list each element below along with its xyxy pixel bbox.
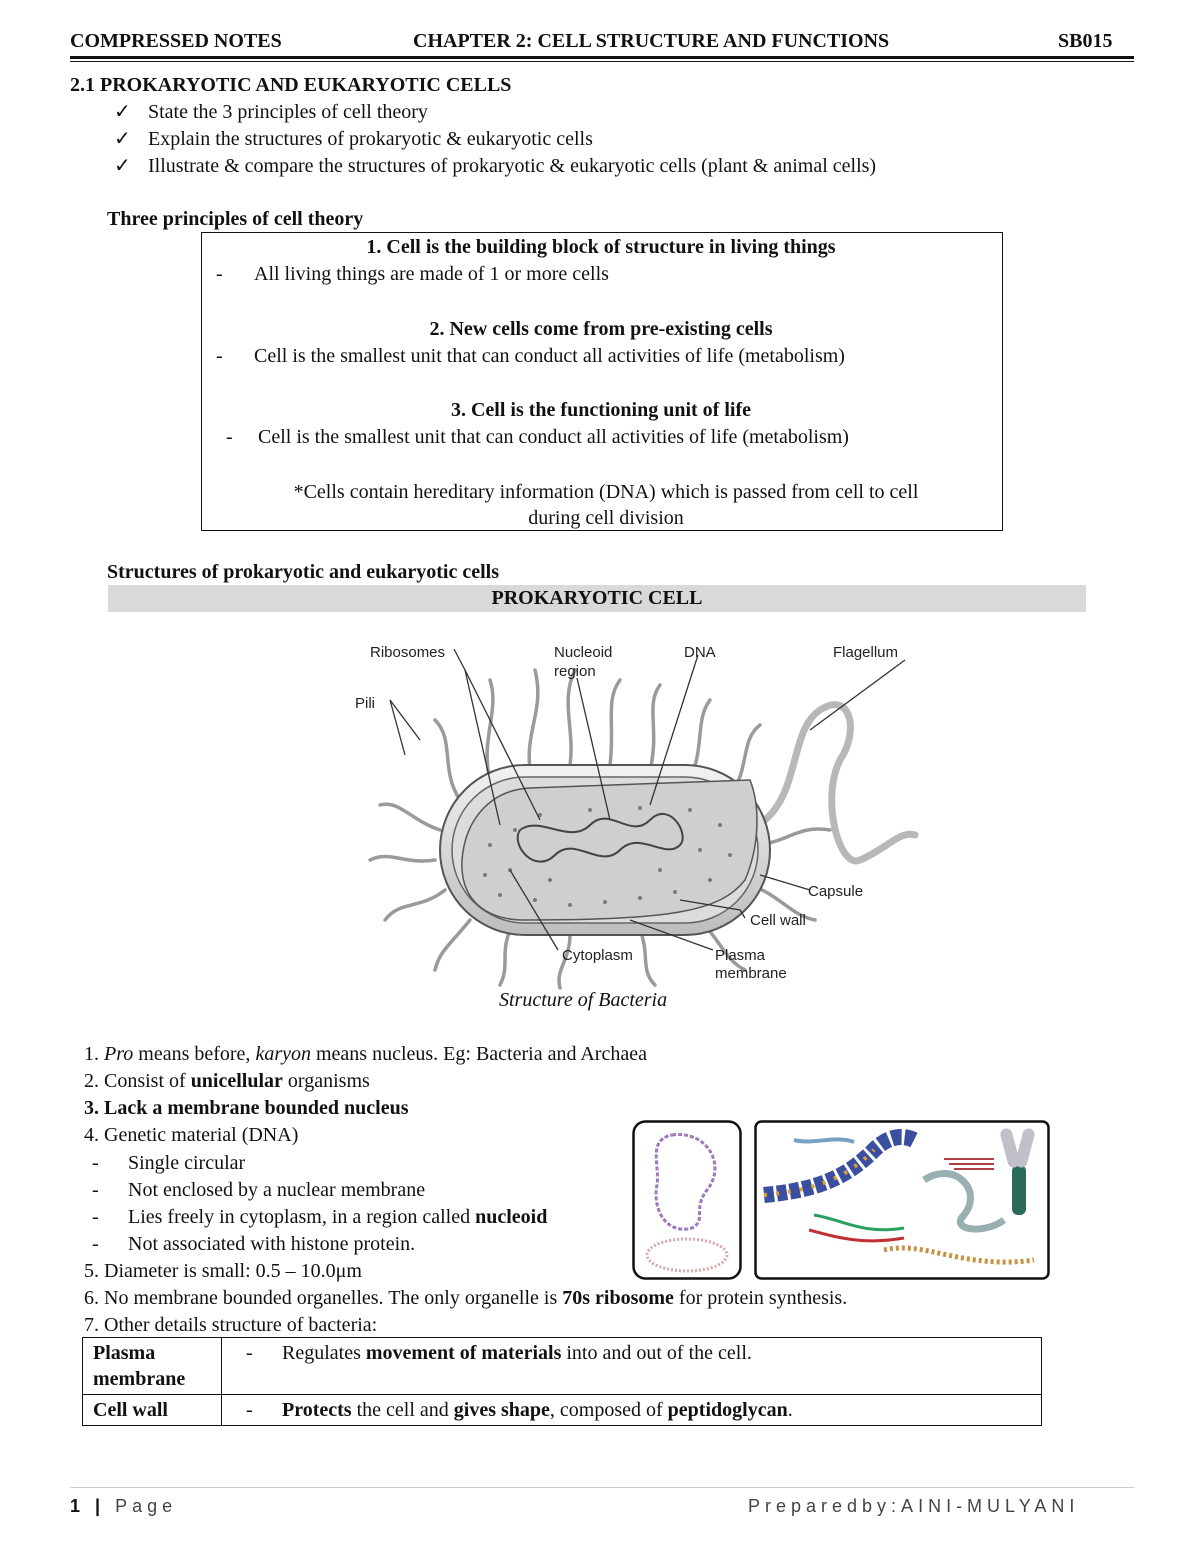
cell-theory-note-1: *Cells contain hereditary information (DNA) which is passed from cell to cell bbox=[293, 481, 919, 503]
label-cell-wall: Cell wall bbox=[750, 912, 806, 929]
footer-prepared-by: Preparedby:AINI-MULYANI bbox=[748, 1496, 1080, 1516]
point-2: 2. Consist of unicellular organisms bbox=[84, 1070, 370, 1092]
footer-rule bbox=[70, 1487, 1134, 1488]
principle-3-detail: Cell is the smallest unit that can conduct all activities of life (metabolism) bbox=[258, 426, 849, 448]
point-7: 7. Other details structure of bacteria: bbox=[84, 1314, 378, 1336]
point-4-sub-1: Single circular bbox=[128, 1152, 246, 1174]
principle-1-detail: All living things are made of 1 or more cells bbox=[254, 263, 609, 285]
check-icon: ✓ bbox=[114, 153, 131, 177]
dash-bullet: - bbox=[92, 1179, 99, 1201]
dna-chromosome-image bbox=[754, 1120, 1050, 1280]
point-4-sub-2: Not enclosed by a nuclear membrane bbox=[128, 1179, 426, 1201]
point-3: 3. Lack a membrane bounded nucleus bbox=[84, 1097, 409, 1119]
dash-bullet: - bbox=[216, 345, 223, 367]
header-rule-thin bbox=[70, 61, 1134, 62]
section-title: 2.1 PROKARYOTIC AND EUKARYOTIC CELLS bbox=[70, 74, 512, 96]
structures-heading: Structures of prokaryotic and eukaryotic cells bbox=[107, 561, 500, 583]
label-ribosomes: Ribosomes bbox=[370, 644, 446, 661]
cell-theory-note-2: during cell division bbox=[528, 507, 684, 529]
diagram-caption: Structure of Bacteria bbox=[499, 989, 668, 1011]
point-4-sub-4: Not associated with histone protein. bbox=[128, 1233, 416, 1255]
point-4-sub-3: Lies freely in cytoplasm, in a region called nucleoid bbox=[128, 1206, 548, 1228]
label-nucleoid: Nucleoid bbox=[554, 644, 613, 661]
cell-theory-heading: Three principles of cell theory bbox=[107, 208, 364, 230]
label-plasma: Plasma bbox=[715, 947, 766, 964]
table-cell-structure: Cell wall bbox=[83, 1395, 222, 1426]
table-row bbox=[83, 1395, 1042, 1426]
label-pili: Pili bbox=[355, 695, 376, 712]
principle-1-title: 1. Cell is the building block of structure in living things bbox=[366, 236, 836, 258]
dash-bullet: - bbox=[92, 1152, 99, 1174]
dash-bullet: - bbox=[92, 1233, 99, 1255]
header-left: COMPRESSED NOTES bbox=[70, 30, 282, 52]
dash-bullet: - bbox=[92, 1206, 99, 1228]
principle-2-title: 2. New cells come from pre-existing cells bbox=[429, 318, 773, 340]
bacteria-cell-body bbox=[440, 765, 770, 935]
label-flagellum: Flagellum bbox=[833, 644, 899, 661]
table-cell-structure: Plasma membrane bbox=[83, 1338, 222, 1395]
table-cell-function: - Regulates movement of materials into and out of the cell. bbox=[222, 1338, 1042, 1395]
label-nucleoid-region: region bbox=[554, 663, 596, 680]
check-icon: ✓ bbox=[114, 126, 131, 150]
objective-3: Illustrate & compare the structures of prokaryotic & eukaryotic cells (plant & animal cells) bbox=[148, 155, 877, 177]
header-code: SB015 bbox=[1058, 30, 1113, 52]
label-dna: DNA bbox=[684, 644, 716, 661]
objective-2: Explain the structures of prokaryotic & eukaryotic cells bbox=[148, 128, 593, 150]
dash-bullet: - bbox=[226, 426, 233, 448]
footer-page: 1 | Page bbox=[70, 1496, 178, 1516]
bacteria-diagram bbox=[340, 630, 920, 990]
point-5: 5. Diameter is small: 0.5 – 10.0μm bbox=[84, 1260, 362, 1282]
label-plasma-membrane: membrane bbox=[715, 965, 787, 982]
principle-3-title: 3. Cell is the functioning unit of life bbox=[450, 399, 751, 421]
table-row bbox=[83, 1338, 1042, 1395]
check-icon: ✓ bbox=[114, 99, 131, 123]
bacteria-details-table bbox=[82, 1337, 1042, 1426]
header-rule bbox=[70, 56, 1134, 59]
principle-2-detail: Cell is the smallest unit that can conduct all activities of life (metabolism) bbox=[254, 345, 845, 367]
label-cytoplasm: Cytoplasm bbox=[562, 947, 633, 964]
point-1: 1. Pro means before, karyon means nucleus. Eg: Bacteria and Archaea bbox=[84, 1043, 647, 1065]
dash-bullet: - bbox=[216, 263, 223, 285]
circular-dna-image bbox=[632, 1120, 742, 1280]
prokaryotic-cell-band: PROKARYOTIC CELL bbox=[108, 585, 1086, 612]
point-4: 4. Genetic material (DNA) bbox=[84, 1124, 299, 1146]
point-6: 6. No membrane bounded organelles. The only organelle is 70s ribosome for protein synthesis. bbox=[84, 1287, 848, 1309]
label-capsule: Capsule bbox=[808, 883, 864, 900]
table-cell-function: - Protects the cell and gives shape, composed of peptidoglycan. bbox=[222, 1395, 1042, 1426]
header-chapter: CHAPTER 2: CELL STRUCTURE AND FUNCTIONS bbox=[413, 30, 890, 52]
objective-1: State the 3 principles of cell theory bbox=[148, 101, 428, 123]
